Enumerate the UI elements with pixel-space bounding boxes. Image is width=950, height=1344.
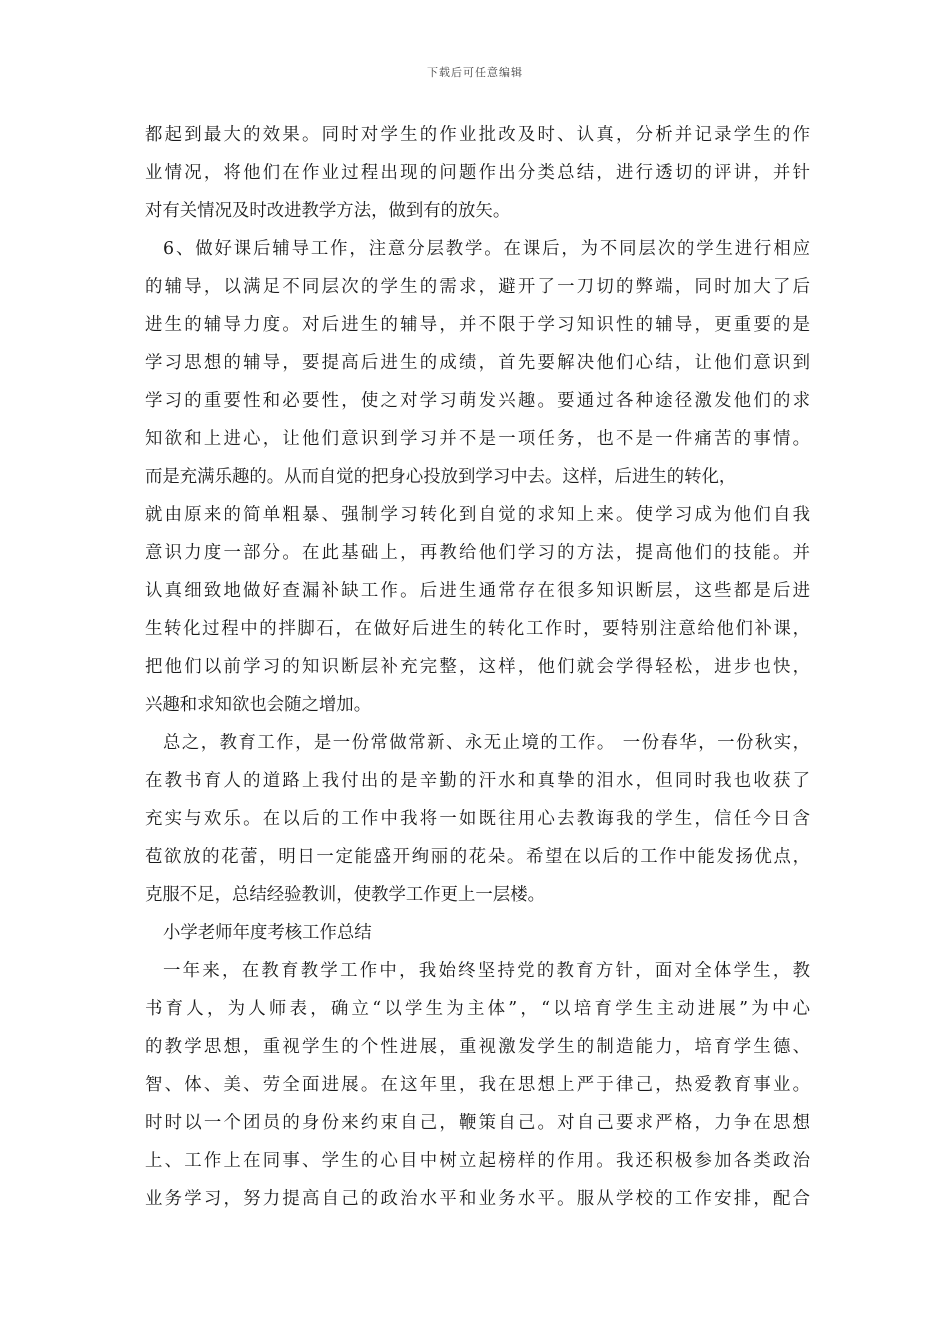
- text-line: 智、体、美、劳全面进展。在这年里，我在思想上严于律己，热爱教育事业。: [145, 1075, 810, 1095]
- text-line: 苞欲放的花蕾，明日一定能盛开绚丽的花朵。希望在以后的工作中能发扬优点，: [145, 847, 810, 867]
- text-line: 在教书育人的道路上我付出的是辛勤的汗水和真挚的泪水，但同时我也收获了: [145, 771, 810, 791]
- text-line: 而是充满乐趣的。从而自觉的把身心投放到学习中去。这样，后进生的转化，: [145, 467, 737, 487]
- text-line: 对有关情况及时改进教学方法，做到有的放矢。: [145, 201, 511, 221]
- text-line: 业情况，将他们在作业过程出现的问题作出分类总结，进行透切的评讲，并针: [145, 163, 810, 183]
- document-body: [145, 116, 810, 1218]
- text-line: 克服不足，总结经验教训，使教学工作更上一层楼。: [145, 885, 545, 905]
- text-line: 学习的重要性和必要性，使之对学习萌发兴趣。要通过各种途径激发他们的求: [145, 391, 810, 411]
- text-line: 认真细致地做好查漏补缺工作。后进生通常存在很多知识断层，这些都是后进: [145, 581, 810, 601]
- text-line: 进生的辅导力度。对后进生的辅导，并不限于学习知识性的辅导，更重要的是: [145, 315, 810, 335]
- text-line: 知欲和上进心，让他们意识到学习并不是一项任务，也不是一件痛苦的事情。: [145, 429, 810, 449]
- text-line: 意识力度一部分。在此基础上，再教给他们学习的方法，提高他们的技能。并: [145, 543, 810, 563]
- text-line: 上、工作上在同事、学生的心目中树立起榜样的作用。我还积极参加各类政治: [145, 1151, 810, 1171]
- text-line: 都起到最大的效果。同时对学生的作业批改及时、认真，分析并记录学生的作: [145, 125, 810, 145]
- text-line: 一年来，在教育教学工作中，我始终坚持党的教育方针，面对全体学生，教: [163, 961, 810, 981]
- text-line: 业务学习，努力提高自己的政治水平和业务水平。服从学校的工作安排，配合: [145, 1189, 810, 1209]
- text-line: 时时以一个团员的身份来约束自己，鞭策自己。对自己要求严格，力争在思想: [145, 1113, 810, 1133]
- text-line: 的辅导，以满足不同层次的学生的需求，避开了一刀切的弊端，同时加大了后: [145, 277, 810, 297]
- text-line: 书育人，为人师表，确立“以学生为主体”，“以培育学生主动进展”为中心: [145, 999, 810, 1019]
- text-line: 6、做好课后辅导工作，注意分层教学。在课后，为不同层次的学生进行相应: [163, 239, 810, 259]
- text-line: 充实与欢乐。在以后的工作中我将一如既往用心去教诲我的学生，信任今日含: [145, 809, 810, 829]
- text-line: 的教学思想，重视学生的个性进展，重视激发学生的制造能力，培育学生德、: [145, 1037, 810, 1057]
- text-line: 总之，教育工作，是一份常做常新、永无止境的工作。 一份春华，一份秋实，: [163, 733, 810, 753]
- page-header: 下载后可任意编辑: [427, 66, 523, 79]
- text-line: 把他们以前学习的知识断层补充完整，这样，他们就会学得轻松，进步也快，: [145, 657, 810, 677]
- text-line: 兴趣和求知欲也会随之增加。: [145, 695, 372, 715]
- text-line: 小学老师年度考核工作总结: [163, 923, 372, 943]
- text-line: 生转化过程中的拌脚石，在做好后进生的转化工作时，要特别注意给他们补课，: [145, 619, 810, 639]
- text-line: 就由原来的简单粗暴、强制学习转化到自觉的求知上来。使学习成为他们自我: [145, 505, 810, 525]
- text-line: 学习思想的辅导，要提高后进生的成绩，首先要解决他们心结，让他们意识到: [145, 353, 810, 373]
